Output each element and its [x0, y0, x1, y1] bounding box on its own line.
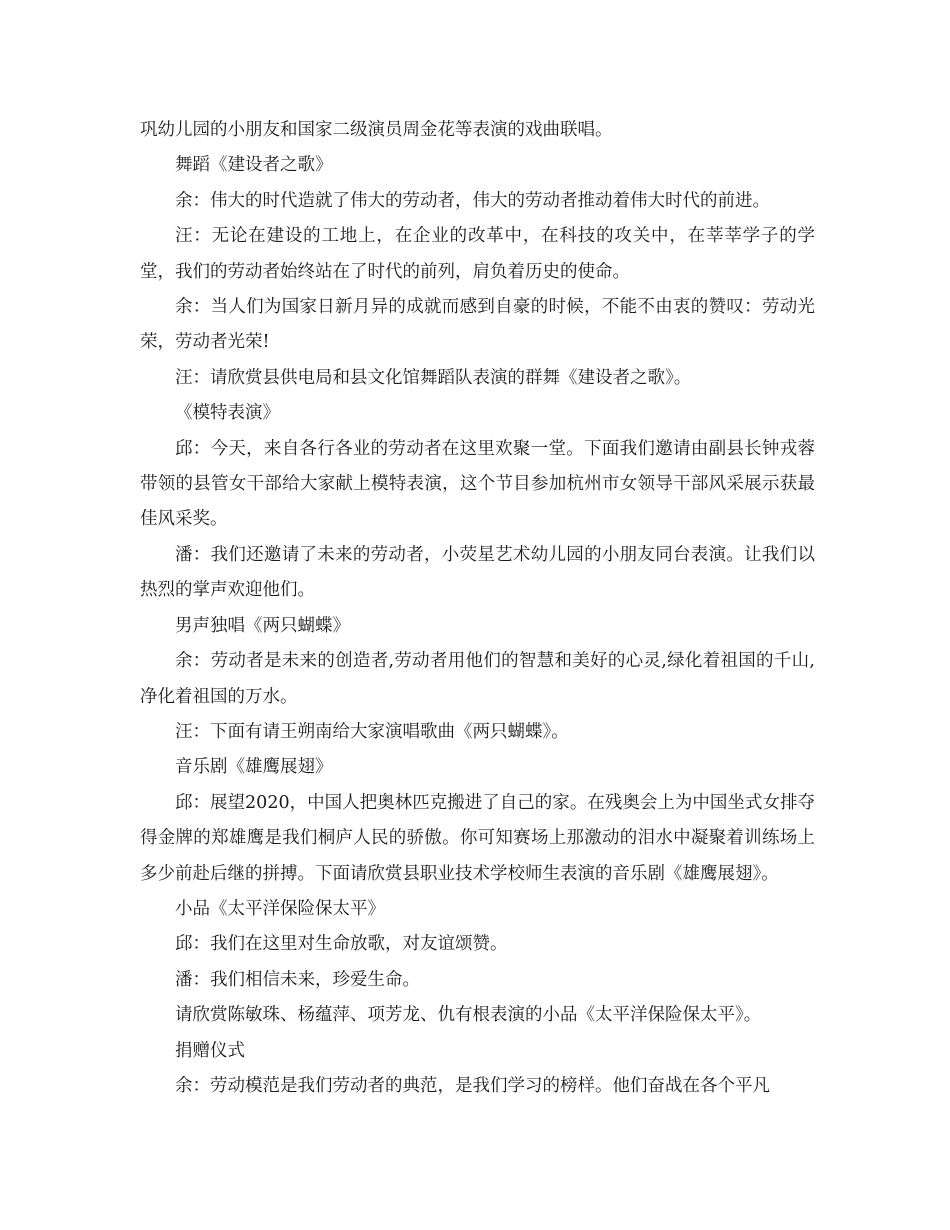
section-heading-donation: 捐赠仪式	[175, 1040, 245, 1061]
section-heading-dance: 舞蹈《建设者之歌》	[175, 155, 333, 176]
dialogue-paragraph: 余：当人们为国家日新月异的成就而感到自豪的时候，不能不由衷的赞叹：劳动光荣，劳动者光荣!	[140, 297, 815, 353]
dialogue-paragraph: 潘：我们还邀请了未来的劳动者，小荧星艺术幼儿园的小朋友同台表演。让我们以热烈的掌声欢迎他们。	[140, 544, 815, 601]
section-heading-model-show: 《模特表演》	[175, 403, 280, 424]
paragraph-continuation: 巩幼儿园的小朋友和国家二级演员周金花等表演的戏曲联唱。	[140, 120, 613, 140]
dialogue-paragraph: 汪：下面有请王朔南给大家演唱歌曲《两只蝴蝶》。	[175, 721, 569, 742]
dialogue-paragraph: 余：劳动者是未来的创造者,劳动者用他们的智慧和美好的心灵,绿化着祖国的千山,净化着祖国的万水。	[140, 651, 815, 707]
section-heading-sketch: 小品《太平洋保险保太平》	[175, 898, 385, 919]
section-heading-solo: 男声独唱《两只蝴蝶》	[175, 615, 350, 636]
dialogue-paragraph: 余：伟大的时代造就了伟大的劳动者，伟大的劳动者推动着伟大时代的前进。	[175, 190, 770, 211]
dialogue-paragraph: 请欣赏陈敏珠、杨蕴萍、项芳龙、仇有根表演的小品《太平洋保险保太平》。	[175, 1005, 762, 1026]
dialogue-paragraph: 汪：请欣赏县供电局和县文化馆舞蹈队表演的群舞《建设者之歌》。	[175, 367, 692, 388]
dialogue-paragraph: 潘：我们相信未来，珍爱生命。	[175, 969, 420, 990]
dialogue-paragraph: 邱：今天，来自各行各业的劳动者在这里欢聚一堂。下面我们邀请由副县长钟戎蓉带领的县管女干部给大家献上模特表演，这个节目参加杭州市女领导干部风采展示获最佳风采奖。	[140, 438, 815, 530]
dialogue-paragraph: 余：劳动模范是我们劳动者的典范，是我们学习的榜样。他们奋战在各个平凡	[175, 1075, 770, 1096]
dialogue-paragraph: 邱：我们在这里对生命放歌，对友谊颂赞。	[175, 934, 508, 955]
dialogue-paragraph: 汪：无论在建设的工地上，在企业的改革中，在科技的攻关中，在莘莘学子的学堂，我们的劳动者始终站在了时代的前列，肩负着历史的使命。	[140, 226, 815, 282]
dialogue-paragraph: 邱：展望2020，中国人把奥林匹克搬进了自己的家。在残奥会上为中国坐式女排夺得金牌的郑雄鹰是我们桐庐人民的骄傲。你可知赛场上那激动的泪水中凝聚着训练场上多少前赴后继的拼搏。下面请欣赏县职业技术学校师生表演的音乐剧《雄鹰展翅》。	[140, 792, 815, 884]
section-heading-musical: 音乐剧《雄鹰展翅》	[175, 757, 333, 778]
document-body	[140, 113, 815, 1104]
